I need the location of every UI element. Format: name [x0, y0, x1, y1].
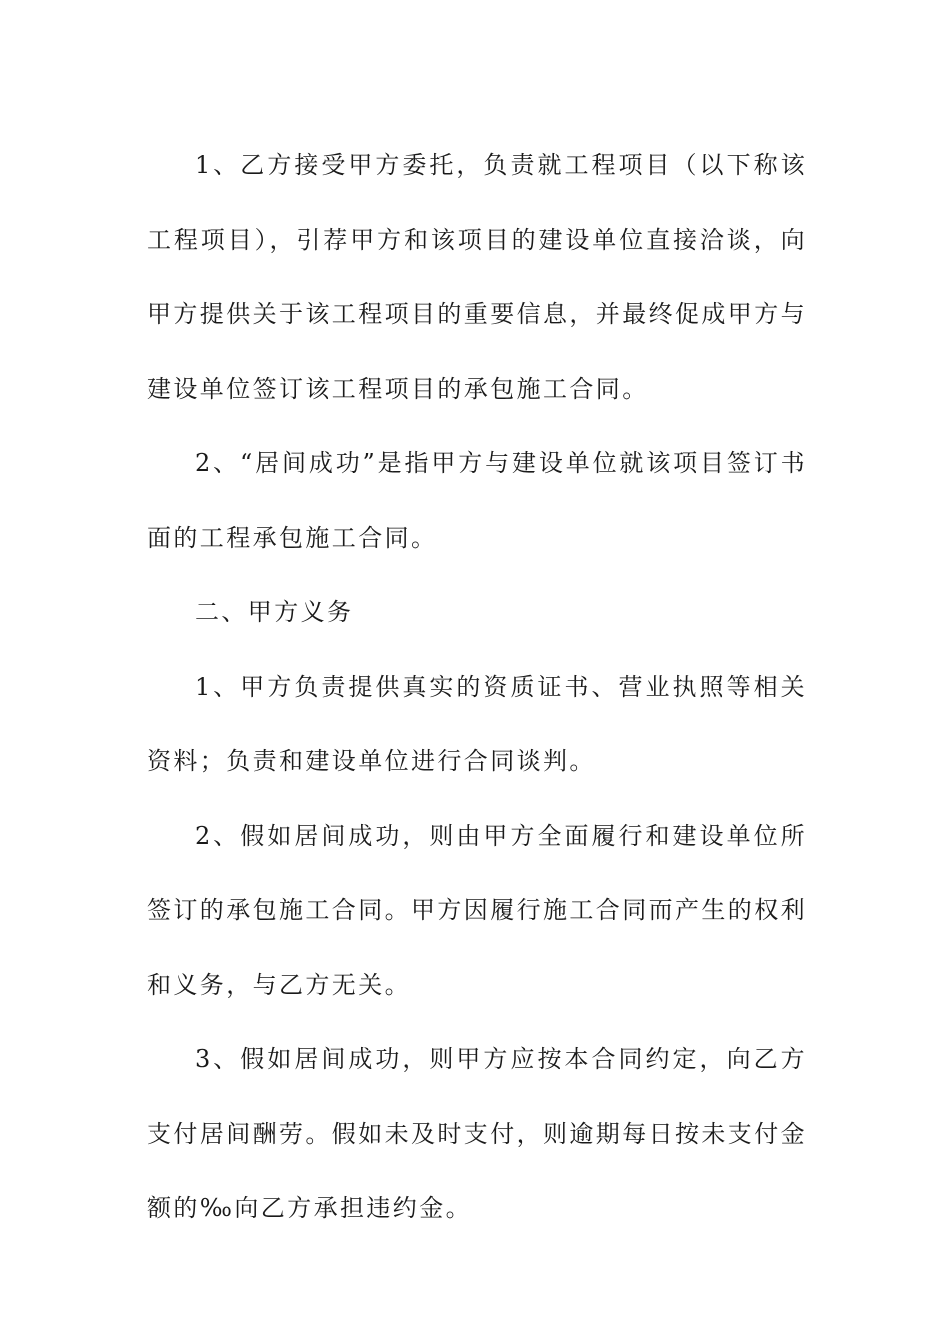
- paragraph-obligation-1: 1、甲方负责提供真实的资质证书、营业执照等相关资料；负责和建设单位进行合同谈判。: [147, 672, 807, 775]
- document-body: [147, 128, 807, 1246]
- paragraph-obligation-3: 3、假如居间成功，则甲方应按本合同约定，向乙方支付居间酬劳。假如未及时支付，则逾期每日按未支付金额的‰向乙方承担违约金。: [147, 1045, 807, 1222]
- section-heading-party-a-obligations: 二、甲方义务: [195, 598, 354, 626]
- paragraph-obligation-2: 2、假如居间成功，则由甲方全面履行和建设单位所签订的承包施工合同。甲方因履行施工合同而产生的权利和义务，与乙方无关。: [147, 821, 807, 999]
- paragraph-entrustment: 1、乙方接受甲方委托，负责就工程项目（以下称该工程项目），引荐甲方和该项目的建设单位直接洽谈，向甲方提供关于该工程项目的重要信息，并最终促成甲方与建设单位签订该工程项目的承包施工合同。: [147, 151, 807, 403]
- paragraph-success-definition: 2、“居间成功”是指甲方与建设单位就该项目签订书面的工程承包施工合同。: [147, 449, 807, 552]
